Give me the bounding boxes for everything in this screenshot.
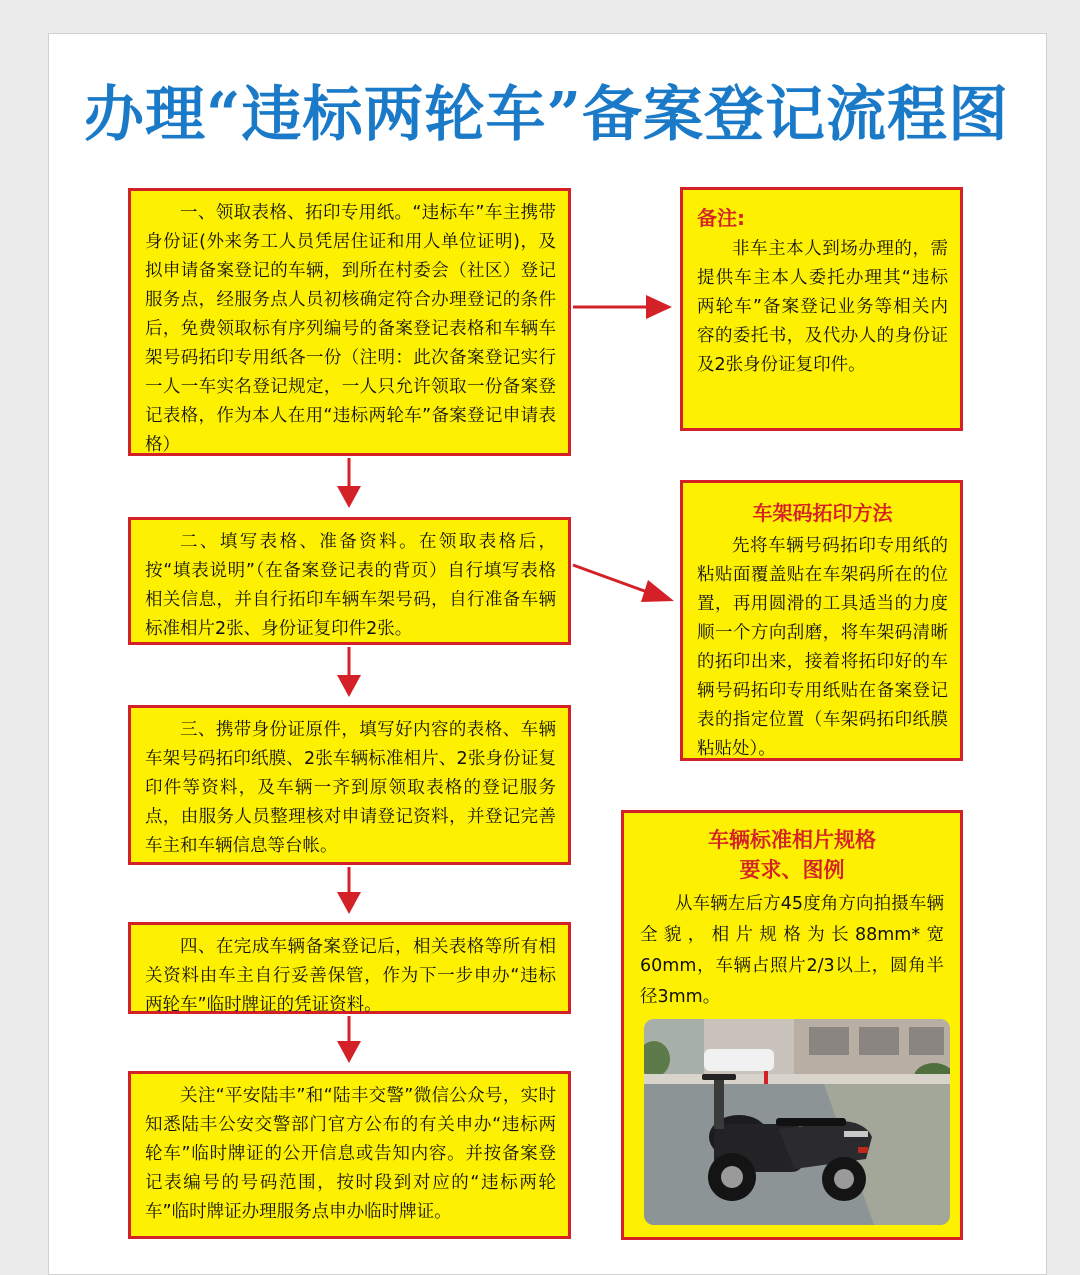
step-2-text: 二、填写表格、准备资料。在领取表格后，按“填表说明”（在备案登记表的背页）自行填写表格相关信息，并自行拓印车辆车架号码，自行准备车辆标准相片2张、身份证复印件2张。	[145, 532, 556, 639]
note-text: 非车主本人到场办理的，需提供车主本人委托办理其“违标两轮车”备案登记业务等相关内容的委托书，及代办人的身份证及2张身份证复印件。	[697, 239, 948, 375]
step-2-box	[128, 517, 571, 645]
note-heading: 备注:	[697, 206, 745, 230]
photo-spec-heading-line1: 车辆标准相片规格	[708, 828, 876, 852]
frame-method-box	[680, 480, 963, 761]
step-5-text: 关注“平安陆丰”和“陆丰交警”微信公众号，实时知悉陆丰公安交警部门官方公布的有关申办“违标两轮车”临时牌证的公开信息或告知内容。并按备案登记表编号的号码范围，按时段到对应的“违标两轮车”临时牌证办理服务点申办临时牌证。	[145, 1086, 556, 1222]
step-4-text: 四、在完成车辆备案登记后，相关表格等所有相关资料由车主自行妥善保管，作为下一步申办“违标两轮车”临时牌证的凭证资料。	[145, 937, 556, 1015]
step-3-text: 三、携带身份证原件，填写好内容的表格、车辆车架号码拓印纸膜、2张车辆标准相片、2张身份证复印件等资料，及车辆一齐到原领取表格的登记服务点，由服务人员整理核对申请登记资料，并登记完善车主和车辆信息等台帐。	[145, 720, 556, 856]
photo-spec-text: 从车辆左后方45度角方向拍摄车辆全貌，相片规格为长88mm*宽60mm，车辆占照片2/3以上，圆角半径3mm。	[640, 894, 944, 1007]
note-box	[680, 187, 963, 431]
example-scooter-photo	[644, 1019, 950, 1225]
frame-method-heading: 车架码拓印方法	[752, 501, 893, 525]
step-4-box	[128, 922, 571, 1014]
poster-title: 办理“违标两轮车”备案登记流程图	[83, 80, 1010, 150]
photo-spec-heading-line2: 要求、图例	[739, 858, 845, 882]
step-1-text: 一、领取表格、拓印专用纸。“违标车”车主携带身份证(外来务工人员凭居住证和用人单位证明)，及拟申请备案登记的车辆，到所在村委会（社区）登记服务点，经服务点人员初核确定符合办理登记的条件后，免费领取标有序列编号的备案登记表格和车辆车架号码拓印专用纸各一份（注明：此次备案登记实行一人一车实名登记规定，一人只允许领取一份备案登记表格，作为本人在用“违标两轮车”备案登记申请表格）	[145, 203, 556, 455]
step-3-box	[128, 705, 571, 865]
photo-spec-heading	[640, 825, 944, 885]
step-1-box	[128, 188, 571, 456]
step-5-box	[128, 1071, 571, 1239]
frame-method-text: 先将车辆号码拓印专用纸的粘贴面覆盖贴在车架码所在的位置，再用圆滑的工具适当的力度顺一个方向刮磨，将车架码清晰的拓印出来，接着将拓印好的车辆号码拓印专用纸贴在备案登记表的指定位置（车架码拓印纸膜粘贴处）。	[697, 536, 948, 759]
photo-spec-box	[621, 810, 963, 1240]
scooter-photo-illustration	[644, 1019, 950, 1225]
